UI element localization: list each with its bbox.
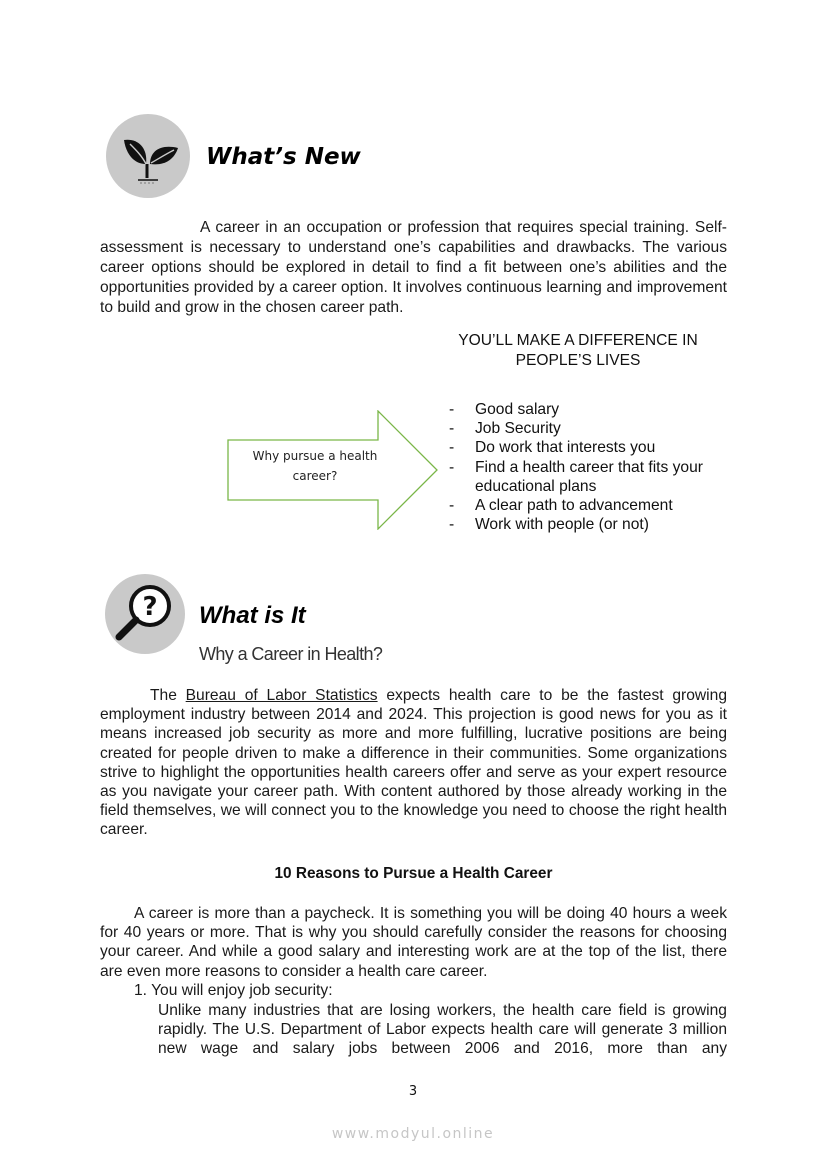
reasons-intro	[100, 904, 727, 981]
plant-sprout-icon	[106, 114, 190, 198]
list-item	[449, 458, 729, 496]
whats-new-text: A career in an occupation or profession that requires special training. Self-assessment is necessary to understand one’s capabilities and drawbacks. The various career options should be explored in detail to find a fit between one’s abilities and the opportunities provided by a career option. It involves continuous learning and improvement to build and grow in the chosen career path.	[100, 219, 727, 316]
bullet-dash: -	[449, 420, 455, 438]
benefits-list	[449, 400, 729, 534]
arrow-label: Why pursue a health career?	[252, 449, 378, 483]
list-item	[449, 419, 729, 438]
bullet-dash: -	[449, 497, 455, 515]
benefit-text: Job Security	[475, 420, 561, 438]
reason-number: 1.	[134, 982, 148, 999]
whats-new-paragraph	[100, 218, 727, 318]
what-is-it-intro	[100, 686, 727, 840]
benefit-text: Work with people (or not)	[475, 516, 649, 534]
magnifier-question-icon	[105, 574, 185, 654]
list-item	[449, 438, 729, 457]
benefits-heading-line1: YOU’LL MAKE A DIFFERENCE IN	[458, 332, 698, 349]
reason-title: You will enjoy job security:	[151, 982, 333, 999]
benefit-text: Find a health career that fits your educational plans	[475, 458, 703, 495]
intro-lead-text: The	[150, 687, 186, 704]
reason-1-body	[158, 1001, 727, 1059]
benefits-heading	[440, 331, 716, 371]
whats-new-title: What’s New	[206, 144, 361, 170]
bullet-dash: -	[449, 458, 455, 476]
why-pursue-arrow	[227, 410, 439, 530]
bls-link[interactable]: Bureau of Labor Statistics	[185, 687, 378, 704]
intro-rest-text: expects health care to be the fastest growing employment industry between 2014 and 2024. This projection is good news for you as it means increased job security as more and more fulfilling, lucrative positions are being created for people driven to make a difference in their communities. Some organizations strive to highlight the opportunities health careers offer and serve as your expert resource as you navigate your career path. With content authored by those already working in the field themselves, we will connect you to the knowledge you need to choose the right health career.	[100, 687, 727, 839]
benefit-text: A clear path to advancement	[475, 497, 673, 515]
what-is-it-title: What is It	[199, 602, 306, 629]
watermark: www.modyul.online	[331, 1126, 495, 1142]
bullet-dash: -	[449, 516, 455, 534]
reasons-intro-text: A career is more than a paycheck. It is something you will be doing 40 hours a week for 40 years or more. That is why you should carefully consider the reasons for choosing your career. And while a good salary and interesting work are at the top of the list, there are even more reasons to consider a health care career.	[100, 905, 727, 980]
list-item	[449, 496, 729, 515]
bullet-dash: -	[449, 439, 455, 457]
list-item	[449, 515, 729, 534]
reason-1-title-row	[134, 981, 333, 1000]
benefit-text: Good salary	[475, 401, 560, 418]
list-item	[449, 400, 729, 419]
reasons-heading: 10 Reasons to Pursue a Health Career	[274, 865, 553, 882]
bullet-dash: -	[449, 401, 455, 418]
page-number: 3	[408, 1084, 418, 1099]
reason-body-text: Unlike many industries that are losing workers, the health care field is growing rapidly. The U.S. Department of Labor expects health care will generate 3 million new wage and salary jobs between 2006 and 2016, more than any	[158, 1002, 727, 1058]
benefit-text: Do work that interests you	[475, 439, 656, 457]
svg-text:?: ?	[142, 592, 158, 622]
benefits-heading-line2: PEOPLE’S LIVES	[515, 352, 641, 369]
what-is-it-subtitle: Why a Career in Health?	[199, 644, 383, 664]
